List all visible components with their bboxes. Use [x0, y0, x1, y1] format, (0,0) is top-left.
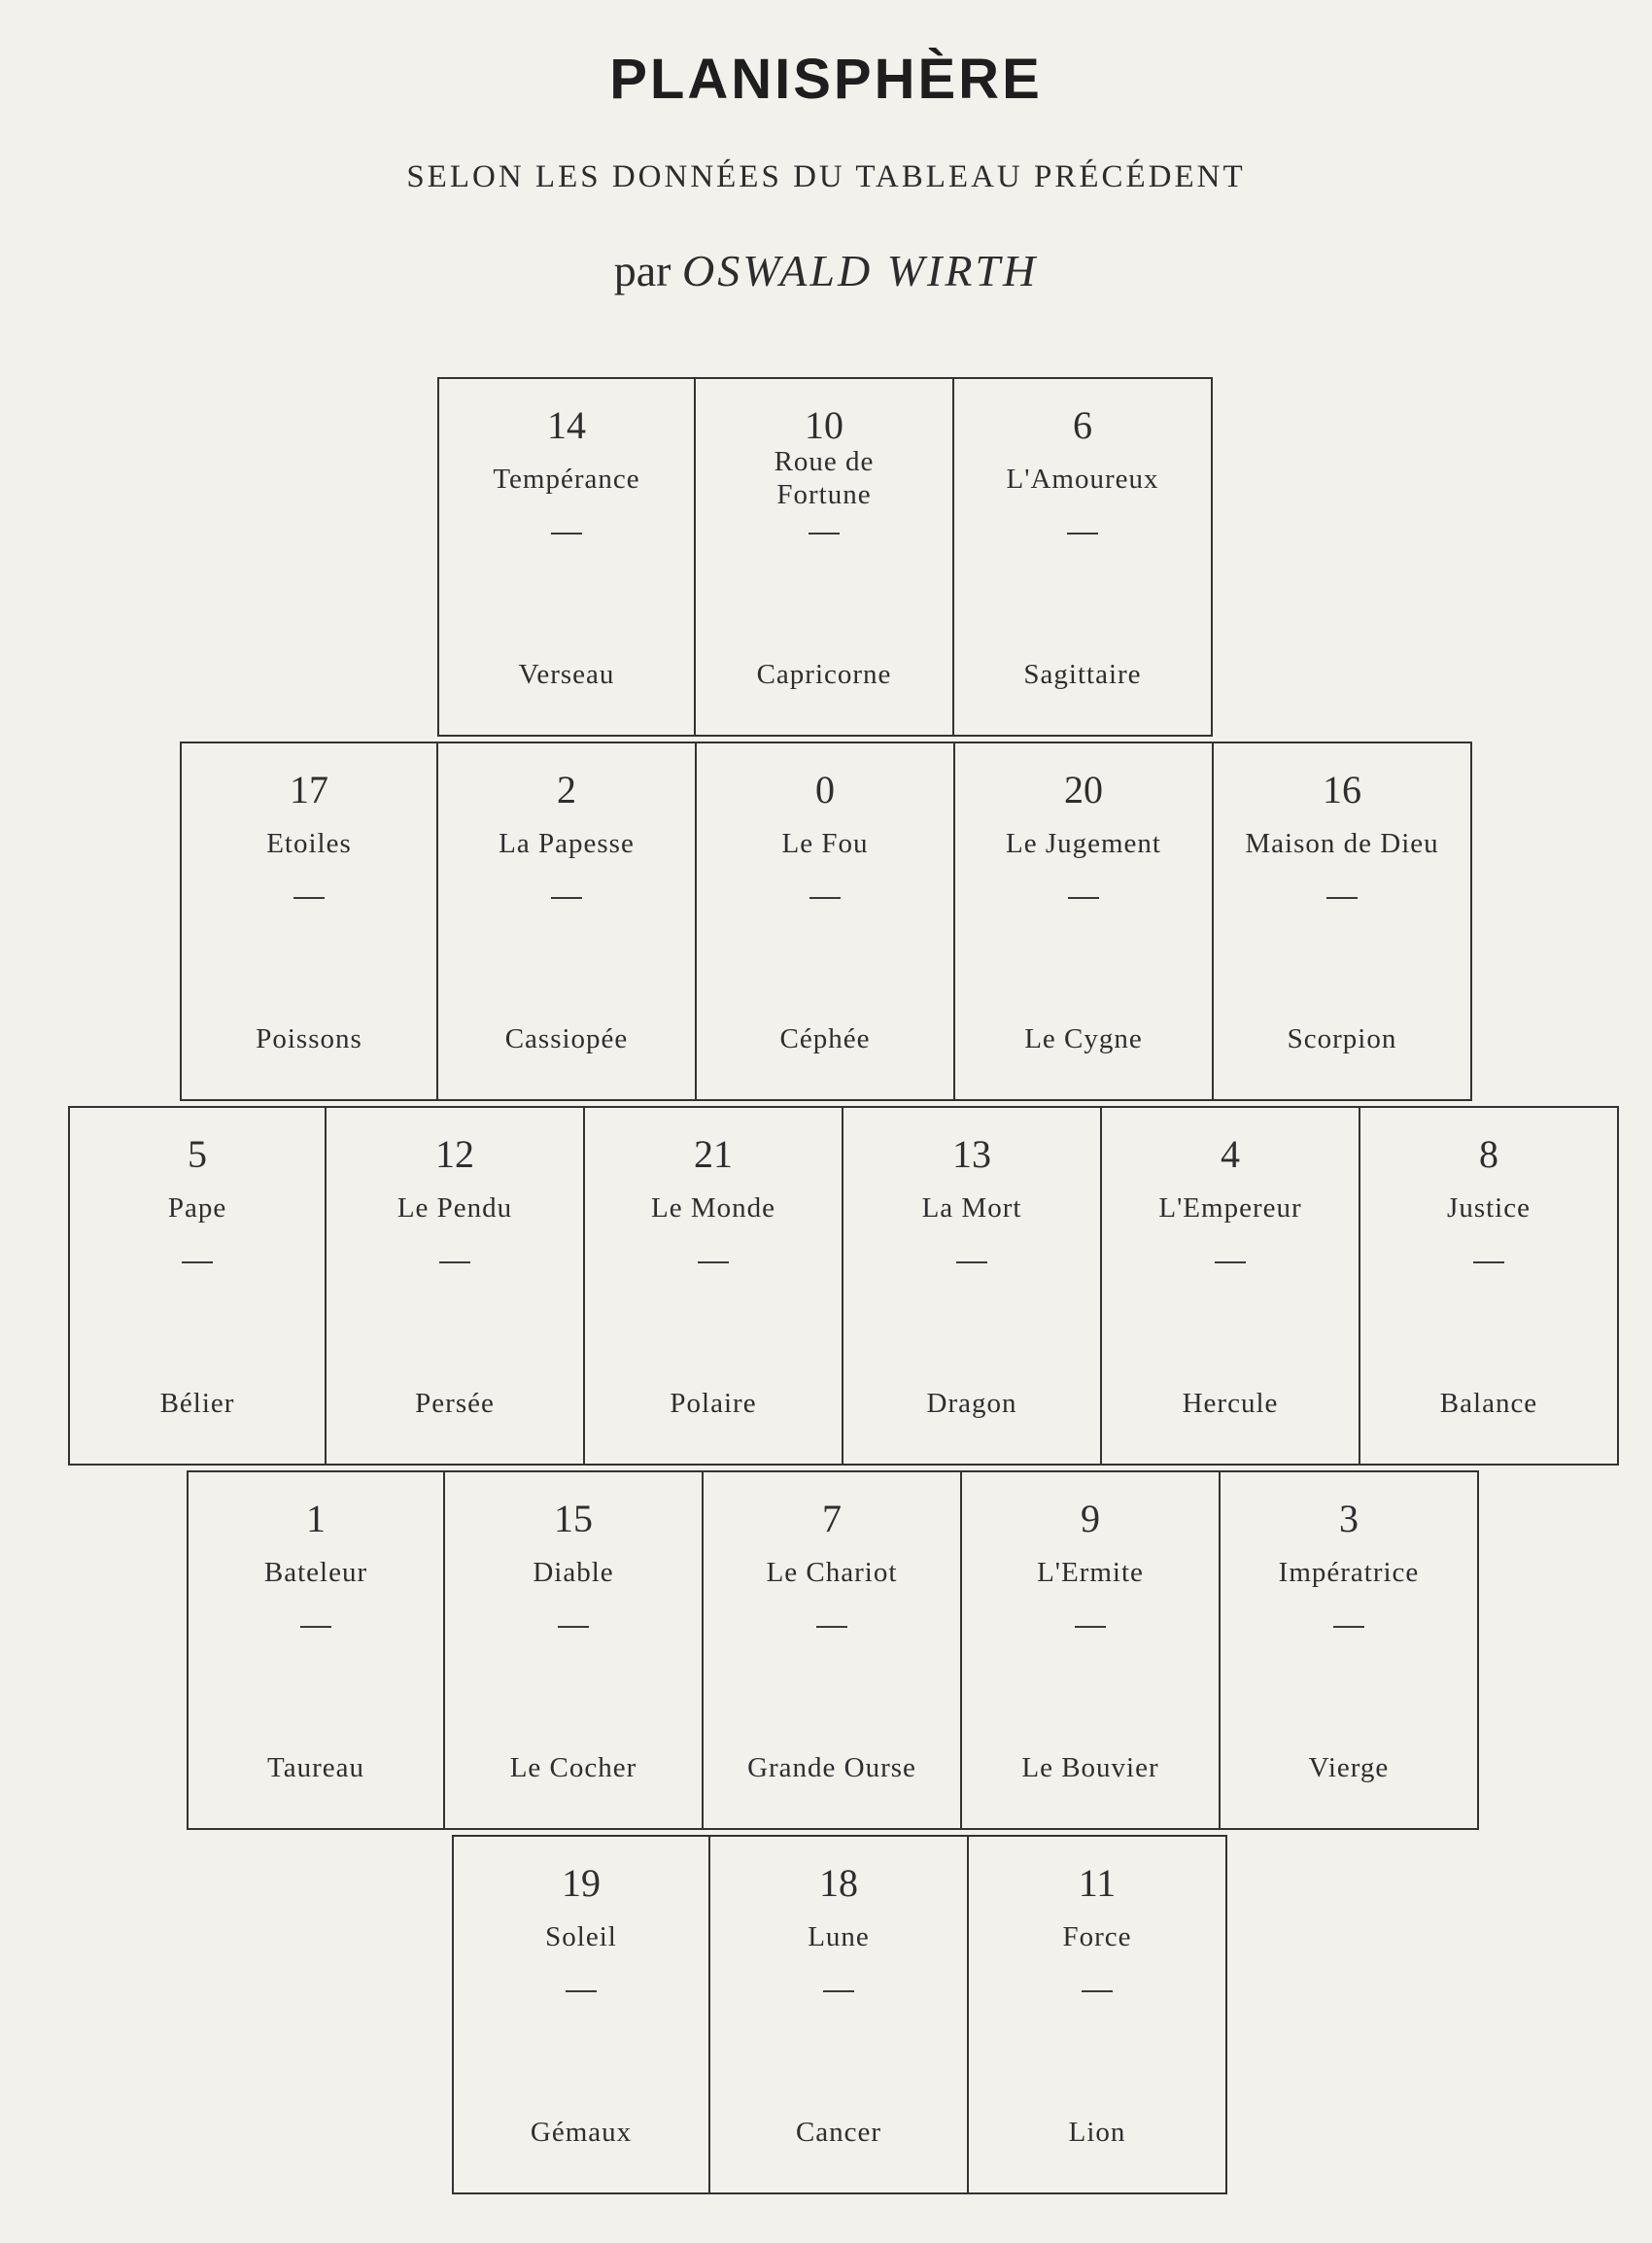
arcana-number: 7	[822, 1497, 842, 1540]
arcana-cell	[697, 742, 955, 1101]
arcana-cell	[452, 1835, 710, 2194]
arcana-name: Maison de Dieu	[1245, 828, 1439, 859]
arcana-name: Le Pendu	[396, 1192, 513, 1224]
constellation-name: Hercule	[1182, 1388, 1279, 1419]
arcana-cell	[954, 377, 1213, 737]
arcana-name: L'Amoureux	[1006, 464, 1159, 495]
separator-dash	[551, 897, 582, 899]
arcana-name: Diable	[533, 1557, 614, 1588]
byline-prefix: par	[613, 246, 671, 295]
arcana-cell	[327, 1106, 585, 1466]
arcana-cell	[696, 377, 954, 737]
arcana-name: L'Empereur	[1158, 1192, 1302, 1224]
arcana-number: 6	[1073, 403, 1092, 447]
arcana-name: L'Ermite	[1037, 1557, 1144, 1588]
arcana-number: 20	[1064, 768, 1103, 811]
constellation-name: Bélier	[159, 1388, 235, 1419]
arcana-number: 2	[557, 768, 576, 811]
arcana-number: 1	[306, 1497, 326, 1540]
constellation-name: Polaire	[670, 1388, 757, 1419]
constellation-name: Lion	[1068, 2117, 1126, 2148]
separator-dash	[566, 1990, 597, 1992]
arcana-cell	[437, 377, 696, 737]
arcana-cell	[704, 1470, 962, 1830]
arcana-number: 17	[290, 768, 328, 811]
arcana-name: La Mort	[921, 1192, 1022, 1224]
arcana-number: 4	[1221, 1132, 1240, 1176]
arcana-name: Roue de Fortune	[774, 446, 875, 510]
separator-dash	[1068, 897, 1099, 899]
author-name: OSWALD WIRTH	[681, 246, 1039, 295]
arcana-number: 0	[815, 768, 835, 811]
arcana-cell	[445, 1470, 704, 1830]
arcana-number: 9	[1081, 1497, 1100, 1540]
separator-dash	[809, 897, 841, 899]
arcana-number: 15	[554, 1497, 593, 1540]
arcana-number: 8	[1479, 1132, 1498, 1176]
separator-dash	[809, 533, 840, 535]
arcana-name: Bateleur	[263, 1557, 368, 1588]
constellation-name: Vierge	[1308, 1752, 1390, 1783]
arcana-cell	[1214, 742, 1472, 1101]
planisphere-row	[187, 1470, 1479, 1830]
constellation-name: Le Cocher	[509, 1752, 637, 1783]
separator-dash	[1215, 1261, 1246, 1263]
separator-dash	[182, 1261, 213, 1263]
planisphere-row	[452, 1835, 1227, 2194]
constellation-name: Le Cygne	[1024, 1023, 1143, 1054]
arcana-name: Justice	[1447, 1192, 1531, 1224]
arcana-number: 21	[694, 1132, 733, 1176]
separator-dash	[439, 1261, 470, 1263]
arcana-number: 16	[1323, 768, 1361, 811]
constellation-name: Poissons	[256, 1023, 362, 1054]
separator-dash	[1067, 533, 1098, 535]
separator-dash	[551, 533, 582, 535]
separator-dash	[816, 1626, 847, 1628]
arcana-name: Impératrice	[1278, 1557, 1420, 1588]
separator-dash	[1333, 1626, 1364, 1628]
constellation-name: Céphée	[779, 1023, 871, 1054]
arcana-number: 12	[435, 1132, 474, 1176]
arcana-cell	[1221, 1470, 1479, 1830]
arcana-cell	[585, 1106, 843, 1466]
constellation-name: Sagittaire	[1023, 659, 1142, 690]
constellation-name: Verseau	[518, 659, 615, 690]
constellation-name: Persée	[415, 1388, 495, 1419]
constellation-name: Taureau	[267, 1752, 364, 1783]
arcana-number: 18	[819, 1861, 858, 1905]
arcana-cell	[180, 742, 438, 1101]
separator-dash	[293, 897, 325, 899]
constellation-name: Balance	[1439, 1388, 1538, 1419]
arcana-cell	[1360, 1106, 1619, 1466]
arcana-number: 10	[805, 403, 843, 447]
arcana-number: 19	[562, 1861, 601, 1905]
page-subtitle: SELON LES DONNÉES DU TABLEAU PRÉCÉDENT	[406, 159, 1246, 194]
arcana-name: Le Fou	[781, 828, 869, 859]
separator-dash	[558, 1626, 589, 1628]
arcana-name: Le Jugement	[1006, 828, 1161, 859]
separator-dash	[1473, 1261, 1504, 1263]
constellation-name: Cancer	[795, 2117, 882, 2148]
arcana-cell	[955, 742, 1214, 1101]
arcana-cell	[187, 1470, 445, 1830]
arcana-name: Tempérance	[493, 464, 640, 495]
arcana-name: La Papesse	[499, 828, 635, 859]
arcana-name: Soleil	[545, 1921, 617, 1952]
arcana-name: Le Chariot	[766, 1557, 898, 1588]
arcana-number: 3	[1339, 1497, 1359, 1540]
constellation-name: Cassiopée	[504, 1023, 629, 1054]
separator-dash	[1075, 1626, 1106, 1628]
constellation-name: Scorpion	[1287, 1023, 1397, 1054]
arcana-number: 14	[547, 403, 586, 447]
arcana-number: 5	[188, 1132, 207, 1176]
arcana-cell	[843, 1106, 1102, 1466]
arcana-cell	[710, 1835, 969, 2194]
constellation-name: Le Bouvier	[1021, 1752, 1159, 1783]
arcana-cell	[969, 1835, 1227, 2194]
arcana-name: Le Monde	[651, 1192, 775, 1224]
constellation-name: Dragon	[926, 1388, 1017, 1419]
arcana-cell	[1102, 1106, 1360, 1466]
constellation-name: Capricorne	[756, 659, 892, 690]
constellation-name: Grande Ourse	[747, 1752, 916, 1783]
arcana-name: Etoiles	[266, 828, 352, 859]
separator-dash	[1082, 1990, 1113, 1992]
arcana-name: Force	[1062, 1921, 1132, 1952]
separator-dash	[1326, 897, 1358, 899]
arcana-cell	[962, 1470, 1221, 1830]
arcana-cell	[68, 1106, 327, 1466]
arcana-name: Lune	[808, 1921, 870, 1952]
arcana-number: 11	[1078, 1861, 1117, 1905]
planisphere-row	[180, 742, 1472, 1101]
arcana-name: Pape	[167, 1192, 227, 1224]
page-title: PLANISPHÈRE	[609, 48, 1043, 111]
planisphere-row	[68, 1106, 1619, 1466]
byline	[0, 245, 1652, 296]
separator-dash	[956, 1261, 987, 1263]
planisphere-row	[437, 377, 1213, 737]
arcana-cell	[438, 742, 697, 1101]
separator-dash	[698, 1261, 729, 1263]
constellation-name: Gémaux	[530, 2117, 633, 2148]
separator-dash	[300, 1626, 331, 1628]
arcana-number: 13	[952, 1132, 991, 1176]
separator-dash	[823, 1990, 854, 1992]
